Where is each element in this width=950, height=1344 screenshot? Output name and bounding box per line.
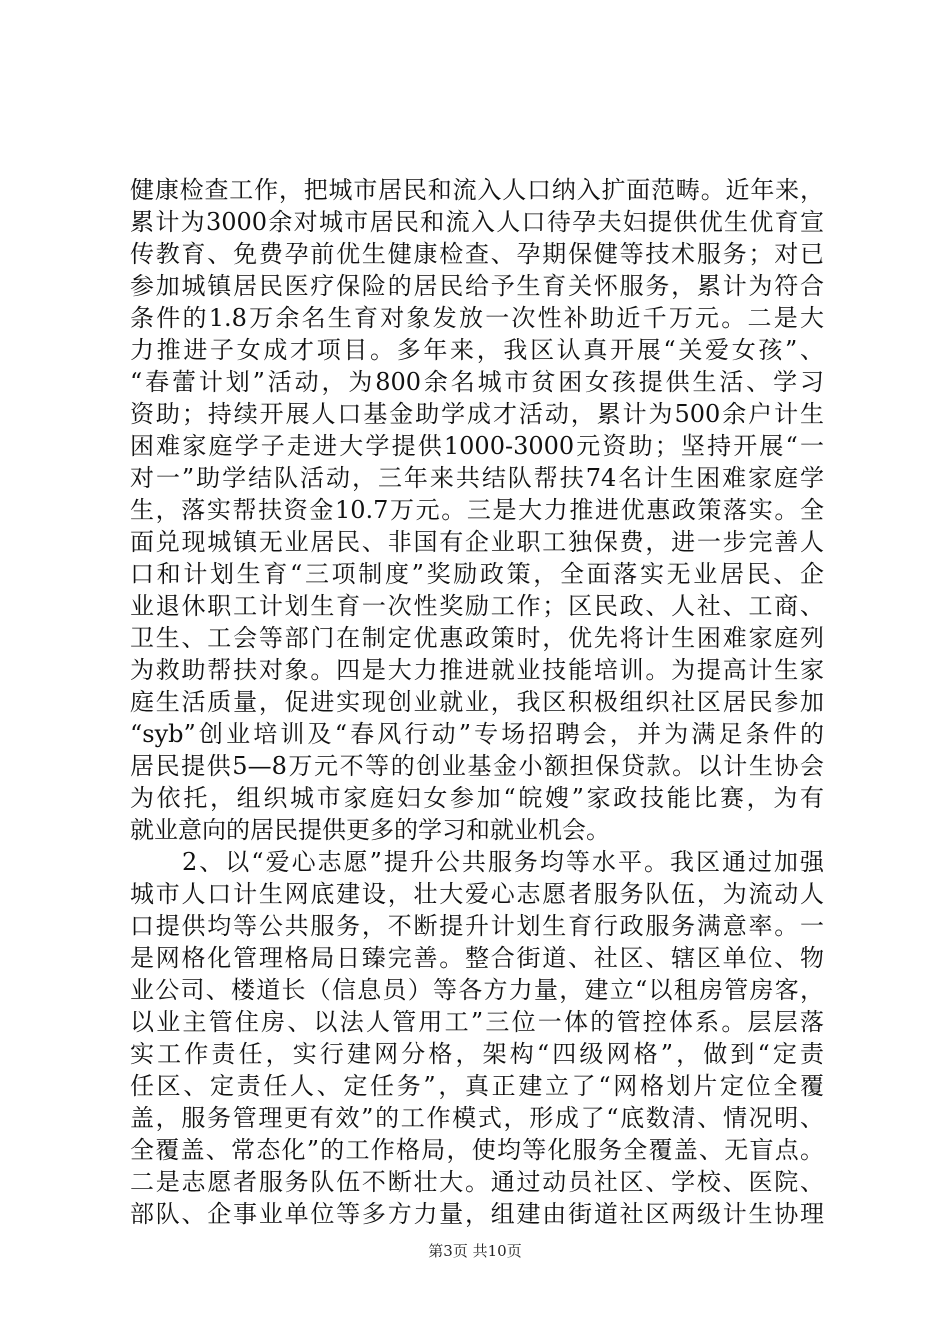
text-line: “syb”创业培训及“春风行动”专场招聘会，并为满足条件的	[130, 720, 824, 748]
text-line: 以业主管住房、以法人管用工”三位一体的管控体系。层层落	[130, 1008, 824, 1036]
text-line: 资助；持续开展人口基金助学成才活动，累计为500余户计生	[130, 400, 824, 428]
document-body	[130, 174, 824, 1230]
paragraph-start-line: 2、以“爱心志愿”提升公共服务均等水平。我区通过加强	[130, 848, 824, 876]
page-footer: 第3页 共10页	[428, 1242, 522, 1260]
text-line: 为救助帮扶对象。四是大力推进就业技能培训。为提高计生家	[130, 656, 824, 684]
text-line: 业退休职工计划生育一次性奖励工作；区民政、人社、工商、	[130, 592, 824, 620]
text-line: 任区、定责任人、定任务”，真正建立了“网格划片定位全覆	[130, 1072, 824, 1100]
text-line: 面兑现城镇无业居民、非国有企业职工独保费，进一步完善人	[130, 528, 824, 556]
text-line: 全覆盖、常态化”的工作格局，使均等化服务全覆盖、无盲点。	[130, 1136, 824, 1164]
text-line: 庭生活质量，促进实现创业就业，我区积极组织社区居民参加	[130, 688, 824, 716]
text-line: 居民提供5—8万元不等的创业基金小额担保贷款。以计生协会	[130, 752, 824, 780]
text-line: 参加城镇居民医疗保险的居民给予生育关怀服务，累计为符合	[130, 272, 824, 300]
text-line: 生，落实帮扶资金10.7万元。三是大力推进优惠政策落实。全	[130, 496, 824, 524]
text-line: 业公司、楼道长（信息员）等各方力量，建立“以租房管房客，	[130, 976, 824, 1004]
text-line: 盖，服务管理更有效”的工作模式，形成了“底数清、情况明、	[130, 1104, 824, 1132]
text-line: 为依托，组织城市家庭妇女参加“皖嫂”家政技能比赛，为有	[130, 784, 824, 812]
text-line: 健康检查工作，把城市居民和流入人口纳入扩面范畴。近年来，	[130, 176, 824, 204]
text-line: 传教育、免费孕前优生健康检查、孕期保健等技术服务；对已	[130, 240, 824, 268]
text-line: 实工作责任，实行建网分格，架构“四级网格”，做到“定责	[130, 1040, 824, 1068]
text-line: 是网格化管理格局日臻完善。整合街道、社区、辖区单位、物	[130, 944, 824, 972]
text-line: 二是志愿者服务队伍不断壮大。通过动员社区、学校、医院、	[130, 1168, 824, 1196]
text-line: 部队、企事业单位等多方力量，组建由街道社区两级计生协理	[130, 1200, 824, 1228]
text-line: 城市人口计生网底建设，壮大爱心志愿者服务队伍，为流动人	[130, 880, 824, 908]
text-line: 力推进子女成才项目。多年来，我区认真开展“关爱女孩”、	[130, 336, 824, 364]
text-line: 口和计划生育“三项制度”奖励政策，全面落实无业居民、企	[130, 560, 824, 588]
text-line: 困难家庭学子走进大学提供1000-3000元资助；坚持开展“一	[130, 432, 824, 460]
paragraph-end-line: 就业意向的居民提供更多的学习和就业机会。	[130, 816, 610, 844]
text-line: 累计为3000余对城市居民和流入人口待孕夫妇提供优生优育宣	[130, 208, 824, 236]
text-line: 口提供均等公共服务，不断提升计划生育行政服务满意率。一	[130, 912, 824, 940]
text-line: 对一”助学结队活动，三年来共结队帮扶74名计生困难家庭学	[130, 464, 824, 492]
text-line: “春蕾计划”活动，为800余名城市贫困女孩提供生活、学习	[130, 368, 824, 396]
text-line: 条件的1.8万余名生育对象发放一次性补助近千万元。二是大	[130, 304, 824, 332]
text-line: 卫生、工会等部门在制定优惠政策时，优先将计生困难家庭列	[130, 624, 824, 652]
